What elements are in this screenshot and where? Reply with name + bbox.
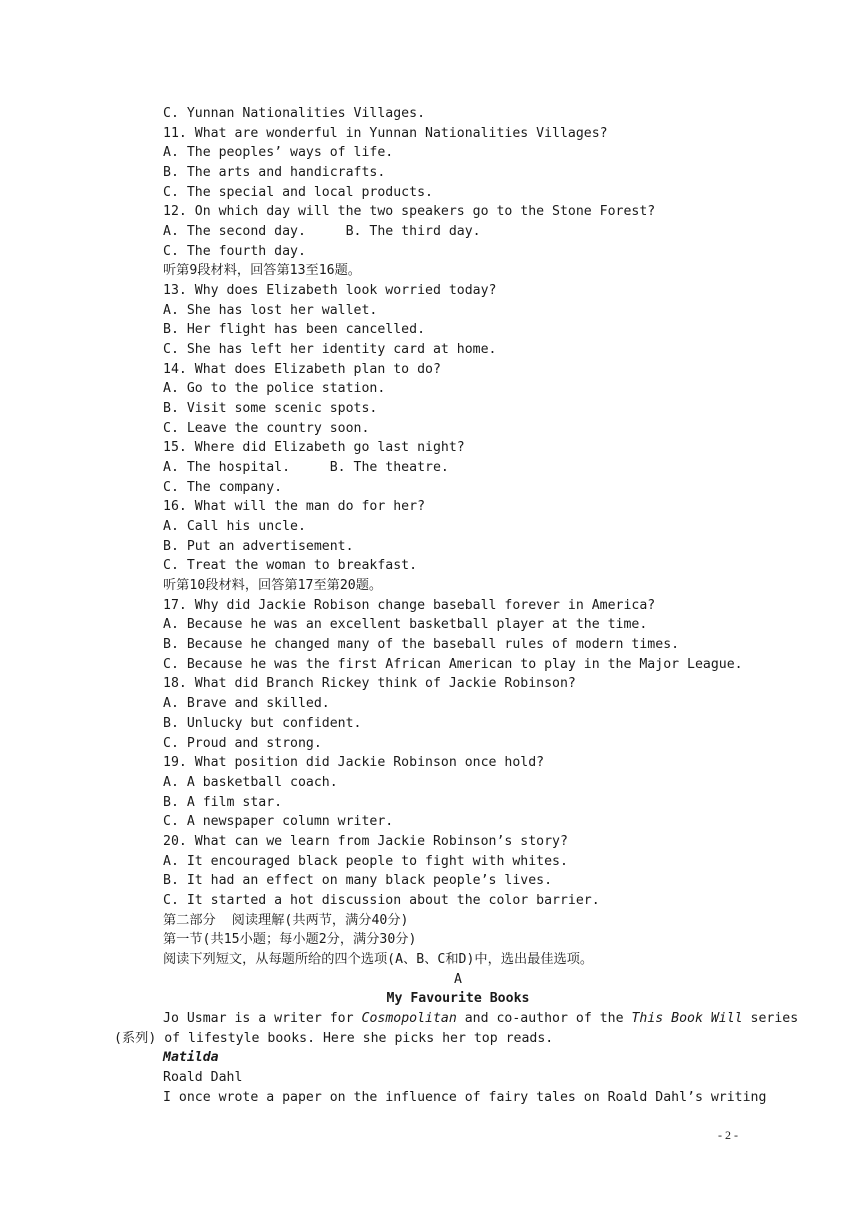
book-author: Roald Dahl [163, 1069, 243, 1085]
text-line: C. Leave the country soon. [163, 420, 370, 436]
text-line: C. A newspaper column writer. [163, 814, 394, 830]
book-title: Matilda [163, 1050, 219, 1066]
page-number: - 2 - [718, 1128, 738, 1142]
series-name: This Book Will [631, 1010, 743, 1026]
text-line: A. A basketball coach. [163, 774, 338, 790]
text-line: C. Because he was the first African American to play in the Major League. [163, 656, 743, 672]
text-line: A. She has lost her wallet. [163, 302, 378, 318]
text-line: 17. Why did Jackie Robison change baseball forever in America? [163, 597, 656, 613]
intro-line-1 [163, 1009, 799, 1029]
text-line: B. Because he changed many of the baseball rules of modern times. [163, 637, 680, 653]
intro-text-3: series [742, 1010, 799, 1026]
text-line: C. The fourth day. [163, 243, 306, 259]
text-line: 18. What did Branch Rickey think of Jackie Robinson? [163, 676, 576, 692]
text-line: 听第10段材料，回答第17至第20题。 [163, 578, 383, 594]
text-line: 14. What does Elizabeth plan to do? [163, 361, 441, 377]
text-line: B. Put an advertisement. [163, 538, 354, 554]
text-line: 第一节(共15小题；每小题2分，满分30分) [163, 932, 417, 948]
text-line: B. Visit some scenic spots. [163, 401, 378, 417]
text-line: C. Treat the woman to breakfast. [163, 558, 418, 574]
text-line: C. Yunnan Nationalities Villages. [163, 106, 426, 121]
intro-text-1: Jo Usmar is a writer for [163, 1010, 362, 1026]
text-line: A. Because he was an excellent basketball player at the time. [163, 617, 648, 633]
text-line: C. It started a hot discussion about the color barrier. [163, 892, 600, 908]
text-line: 12. On which day will the two speakers go to the Stone Forest? [163, 204, 656, 220]
text-line: B. Her flight has been cancelled. [163, 322, 426, 338]
text-line: 20. What can we learn from Jackie Robinson’s story? [163, 833, 568, 849]
text-line: C. The special and local products. [163, 184, 433, 200]
text-line: B. A film star. [163, 794, 283, 810]
text-line: A. The peoples’ ways of life. [163, 145, 394, 161]
text-line: A. It encouraged black people to fight with whites. [163, 853, 568, 869]
magazine-name: Cosmopolitan [361, 1010, 457, 1026]
intro-text-2: and co-author of the [456, 1010, 632, 1026]
passage-title: My Favourite Books [386, 991, 530, 1007]
text-line: 16. What will the man do for her? [163, 499, 426, 515]
text-line: 11. What are wonderful in Yunnan Nationalities Villages? [163, 125, 608, 141]
text-line: A. The second day. B. The third day. [163, 224, 481, 240]
text-line: 15. Where did Elizabeth go last night? [163, 440, 465, 456]
text-line: A. Call his uncle. [163, 519, 306, 535]
section-letter: A [454, 971, 462, 987]
text-line: C. The company. [163, 479, 283, 495]
intro-line-2: (系列) of lifestyle books. Here she picks her top reads. [114, 1030, 554, 1046]
text-line: A. The hospital. B. The theatre. [163, 460, 449, 476]
text-line: C. She has left her identity card at home. [163, 342, 497, 358]
page-content [114, 104, 799, 1107]
text-line: B. Unlucky but confident. [163, 715, 362, 731]
text-line: 19. What position did Jackie Robinson once hold? [163, 755, 545, 771]
question-lines [163, 104, 753, 970]
text-line: 阅读下列短文，从每题所给的四个选项(A、B、C和D)中，选出最佳选项。 [163, 951, 594, 967]
text-line: 第二部分 阅读理解(共两节，满分40分) [163, 912, 409, 928]
text-line: B. The arts and handicrafts. [163, 165, 386, 181]
text-line: B. It had an effect on many black people’s lives. [163, 873, 553, 889]
text-line: A. Brave and skilled. [163, 696, 330, 712]
text-line: A. Go to the police station. [163, 381, 386, 397]
text-line: C. Proud and strong. [163, 735, 322, 751]
text-line: 听第9段材料，回答第13至16题。 [163, 263, 361, 279]
text-line: 13. Why does Elizabeth look worried today? [163, 283, 497, 299]
passage-last-line: I once wrote a paper on the influence of fairy tales on Roald Dahl’s writing [163, 1089, 767, 1105]
